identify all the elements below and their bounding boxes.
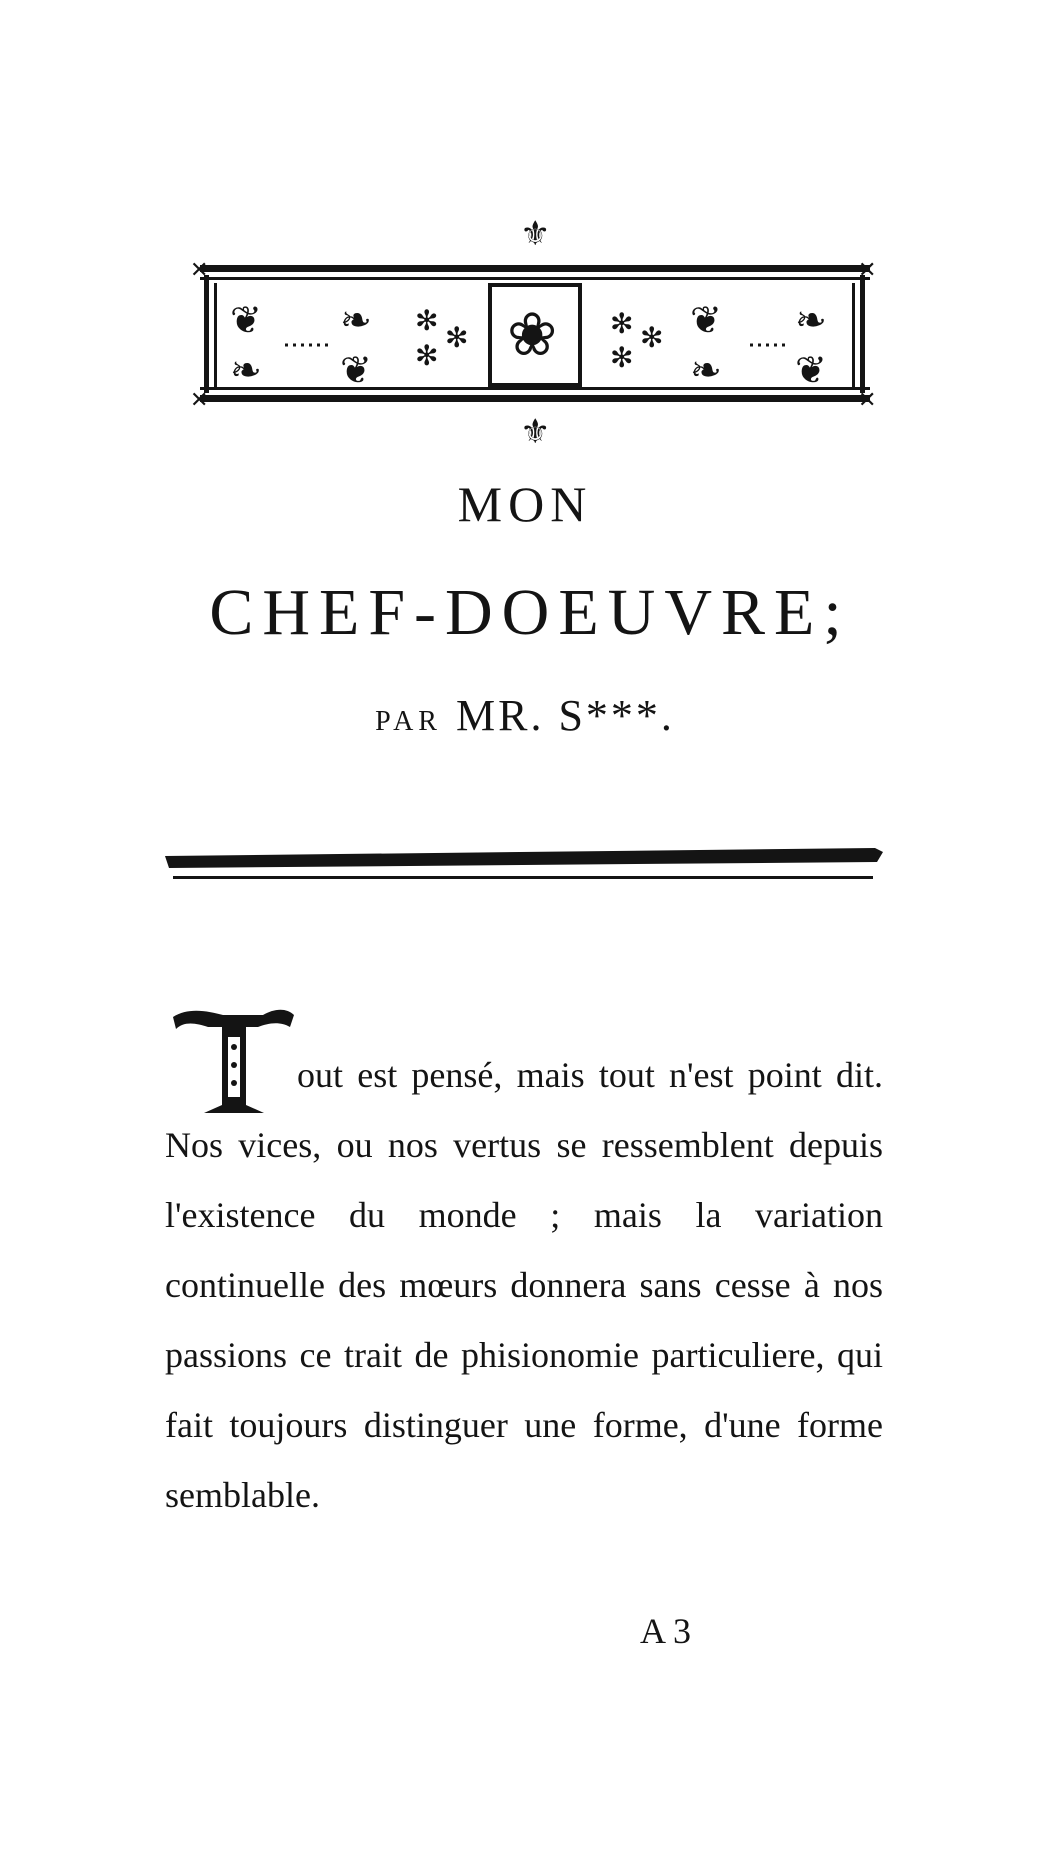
svg-text:❀: ❀ [507, 300, 558, 370]
title-line-2: CHEF-DOEUVRE; [209, 576, 851, 649]
svg-text:✻: ✻ [415, 304, 439, 337]
byline [0, 690, 1050, 741]
svg-text:❦: ❦ [690, 298, 722, 342]
svg-text:✕: ✕ [190, 258, 209, 283]
byline-prefix: PAR [375, 706, 442, 737]
svg-text:❧: ❧ [230, 348, 262, 392]
floral-headpiece-ornament [190, 215, 880, 450]
svg-text:✻: ✻ [610, 307, 634, 340]
signature-mark: A 3 [640, 1611, 692, 1651]
svg-text:✕: ✕ [190, 388, 209, 413]
svg-text:⚜: ⚜ [520, 215, 551, 254]
svg-text:❧: ❧ [795, 298, 827, 342]
svg-text:✕: ✕ [858, 388, 877, 413]
svg-text:❦: ❦ [230, 298, 262, 342]
svg-text:❦: ❦ [795, 348, 827, 392]
svg-text:✻: ✻ [445, 321, 469, 354]
svg-text:✻: ✻ [640, 321, 664, 354]
svg-text:✻: ✻ [610, 341, 634, 374]
title-line-1: MON [457, 476, 593, 532]
svg-text:✕: ✕ [858, 258, 877, 283]
svg-text:❧: ❧ [340, 298, 372, 342]
body-paragraph: out est pensé, mais tout n'est point dit. Nos vices, ou nos vertus se ressemblent depuis l'existence du monde ; mais la variation continuelle des mœurs donnera sans cesse à nos passions ce trait de phisionomie particuliere, qui fait toujours distinguer une forme, d'une forme semblable. [165, 1055, 883, 1515]
double-rule-divider [165, 838, 883, 888]
byline-name: MR. S***. [455, 691, 675, 740]
svg-text:⚜: ⚜ [520, 412, 551, 450]
svg-text:❦: ❦ [340, 348, 372, 392]
svg-text:✻: ✻ [415, 339, 439, 372]
svg-text:❧: ❧ [690, 348, 722, 392]
